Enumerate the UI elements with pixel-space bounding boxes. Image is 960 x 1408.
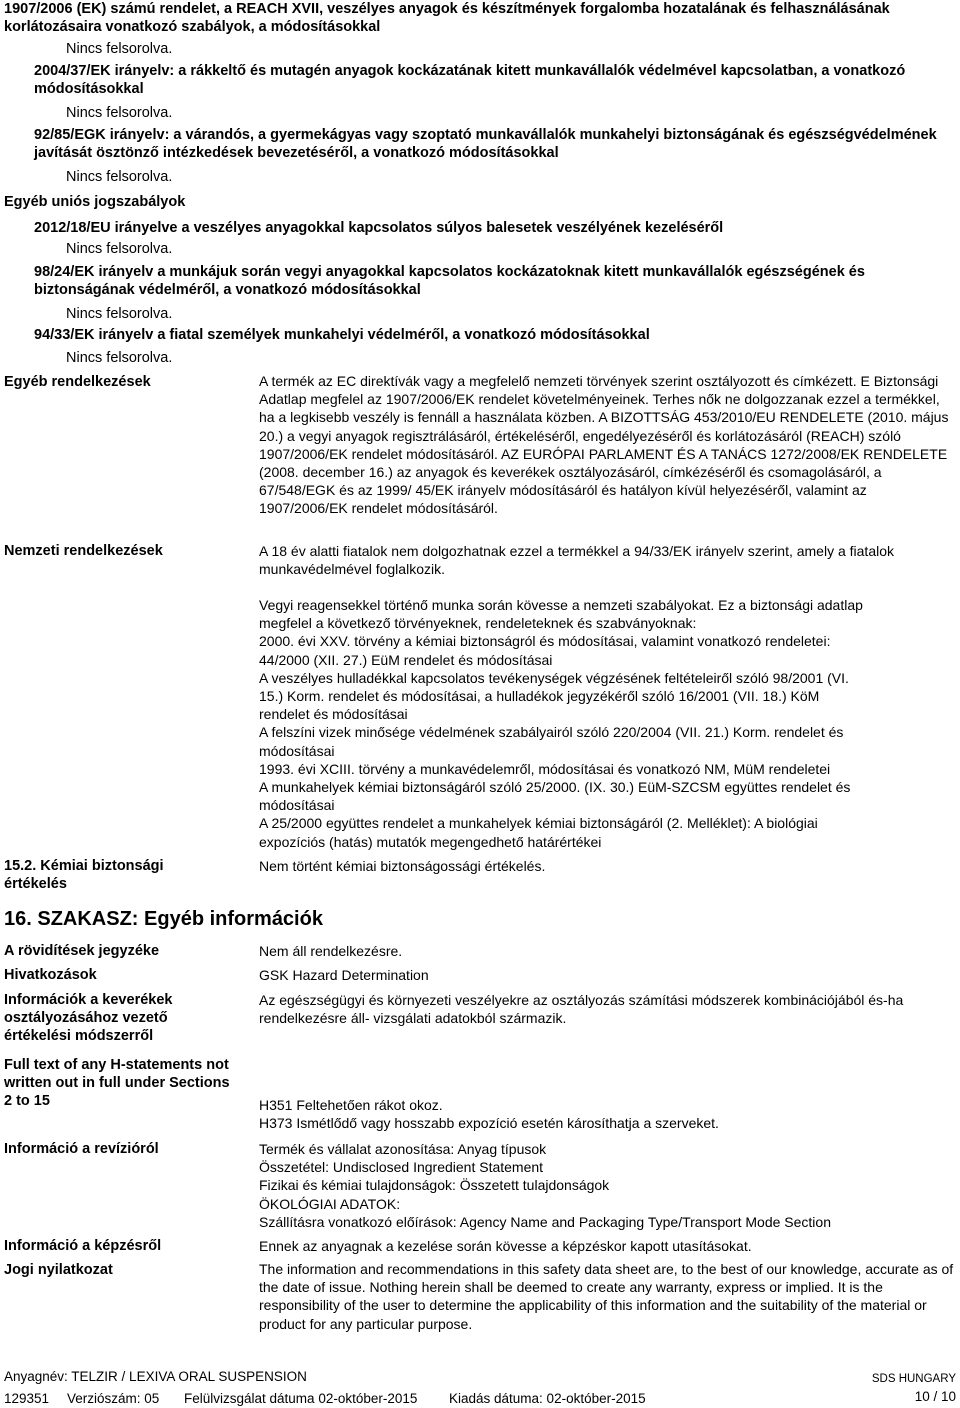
national-line: A felszíni vizek minősége védelmének szabályairól szóló 220/2004 (VII. 21.) Korm. rendelet és: [259, 724, 844, 741]
national-line: A veszélyes hulladékkal kapcsolatos tevékenységek végzésének feltételeiről szóló 98/2001 (VI.: [259, 669, 849, 686]
footer-country: SDS HUNGARY: [871, 1373, 956, 1385]
revision-line: Összetétel: Undisclosed Ingredient Statement: [259, 1159, 544, 1176]
other-provisions-text: A termék az EC direktívák vagy a megfelelő nemzeti törvények szerint osztályozott és címkézett. E Biztonsági Adatlap megfelel az 1907/2006/EK rendelet követelményeinek. Terhes nők ne dolgozzanak ezzel a termékkel, ha a legkisebb veszély is fennáll a használata közben. A BIZOTTSÁG 453/2010/EU RENDELETE (2010. május 20.) a vegyi anyagok regisztrálásáról, értékeléséről, engedélyezéséről és korlátozásáról (REACH) szóló 1907/2006/EK rendelet módosításáról. AZ EURÓPAI PARLAMENT ÉS A TANÁCS 1272/2008/EK RENDELETE (2008. december 16.) az anyagok és keverékek osztályozásáról, címkézéséről és csomagolásáról, a 67/548/EGK és az 1999/ 45/EK irányelv módosításáról és hatályon kívül helyezéséről, valamint az 1907/2006/EK rendelet módosításáról.: [259, 373, 949, 517]
revision-line: Szállításra vonatkozó előírások: Agency Name and Packaging Type/Transport Mode Section: [259, 1213, 831, 1230]
training-value: Ennek az anyagnak a kezelése során kövesse a képzéskor kapott utasításokat.: [259, 1238, 752, 1254]
h-statement: H351 Feltehetően rákot okoz.: [259, 1097, 443, 1113]
directive-92-85-value: Nincs felsorolva.: [66, 169, 173, 185]
training-label: Információ a képzésről: [4, 1238, 162, 1254]
directive-98-24-value: Nincs felsorolva.: [66, 306, 173, 322]
footer-issue-date: Kiadás dátuma: 02-október-2015: [449, 1391, 646, 1406]
national-provisions-label: Nemzeti rendelkezések: [4, 543, 163, 559]
national-provisions-text: A 18 év alatti fiatalok nem dolgozhatnak ezzel a termékkel a 94/33/EK irányelv szerint, amely a fiatalok munkavédelmével foglalkozik.: [259, 543, 895, 578]
revision-list: [259, 1140, 954, 1231]
footer-doc-id: 129351: [4, 1391, 50, 1406]
revision-label: Információ a revízióról: [4, 1141, 159, 1157]
legal-disclaimer-label: Jogi nyilatkozat: [4, 1262, 113, 1278]
national-line: megfelel a következő törvényeknek, rendeleteknek és szabványoknak:: [259, 615, 697, 632]
classification-method-label: Információk a keverékek osztályozásához vezető értékelési módszerről: [4, 992, 173, 1044]
national-line: 44/2000 (XII. 27.) EüM rendelet és módosításai: [259, 651, 553, 668]
h-statements-list: [259, 1096, 954, 1132]
classification-method-value: Az egészségügyi és környezeti veszélyekre az osztályozás számítási módszerek kombinációjából és-ha rendelkezésre áll- vizsgálati adatokból származik.: [259, 992, 904, 1027]
directive-2012-18-title: 2012/18/EU irányelve a veszélyes anyagokkal kapcsolatos súlyos balesetek veszélyének kezeléséről: [34, 220, 724, 236]
footer-product-name: Anyagnév: TELZIR / LEXIVA ORAL SUSPENSION: [4, 1369, 307, 1384]
national-line: A munkahelyek kémiai biztonságáról szóló 25/2000. (IX. 30.) EüM-SZCSM együttes rendelet és: [259, 779, 851, 796]
references-label: Hivatkozások: [4, 967, 97, 983]
other-provisions-label: Egyéb rendelkezések: [4, 374, 151, 390]
national-line: 15.) Korm. rendelet és módosításai, a hulladékok jegyzékéről szóló 16/2001 (VII. 18.) KöM: [259, 688, 820, 705]
chem-safety-text: Nem történt kémiai biztonságossági értékelés.: [259, 858, 546, 874]
national-line: 2000. évi XXV. törvény a kémiai biztonságról és módosításai, valamint vonatkozó rendeletei:: [259, 633, 831, 650]
revision-line: ÖKOLÓGIAI ADATOK:: [259, 1195, 401, 1212]
directive-98-24-title: 98/24/EK irányelv a munkájuk során vegyi anyagokkal kapcsolatos kockázatoknak kitett munkavállalók egészségének és biztonságának védelméről, a vonatkozó módosításokkal: [34, 264, 865, 298]
footer-revision-date: Felülvizsgálat dátuma 02-október-2015: [184, 1391, 418, 1406]
national-line: A 25/2000 együttes rendelet a munkahelyek kémiai biztonságáról (2. Melléklet): A biológiai: [259, 815, 818, 832]
directive-2004-37-title: 2004/37/EK irányelv: a rákkeltő és mutagén anyagok kockázatának kitett munkavállalók védelmével kapcsolatban, a vonatkozó módosításokkal: [34, 63, 906, 97]
national-line: 1993. évi XCIII. törvény a munkavédelemről, módosításai és vonatkozó NM, MüM rendeletei: [259, 760, 831, 777]
chem-safety-label: 15.2. Kémiai biztonsági értékelés: [4, 858, 164, 892]
directive-94-33-title: 94/33/EK irányelv a fiatal személyek munkahelyi védelméről, a vonatkozó módosításokkal: [34, 327, 650, 343]
directive-94-33-value: Nincs felsorolva.: [66, 350, 173, 366]
reach-annex-xvii-value: Nincs felsorolva.: [66, 41, 173, 57]
reach-annex-xvii-title: 1907/2006 (EK) számú rendelet, a REACH XVII, veszélyes anyagok és készítmények forgalomba hozatalának és felhasználásának korlátozásaira vonatkozó szabályok, a módosításokkal: [4, 1, 890, 35]
national-regulations-list: [259, 596, 954, 851]
national-line: Vegyi reagensekkel történő munka során kövesse a nemzeti szabályokat. Ez a biztonsági adatlap: [259, 597, 863, 613]
revision-line: Fizikai és kémiai tulajdonságok: Összetett tulajdonságok: [259, 1177, 610, 1194]
national-line: expozíciós (hatás) mutatók megengedhető határértékei: [259, 833, 602, 850]
legal-disclaimer-text: The information and recommendations in this safety data sheet are, to the best of our knowledge, accurate as of the date of issue. Nothing herein shall be deemed to create any warranty, express or implied. It is the responsibility of the user to determine the applicability of this information and the suitability of the material or product for any particular purpose.: [259, 1261, 954, 1332]
section-16-title: 16. SZAKASZ: Egyéb információk: [4, 908, 323, 930]
h-statements-label: Full text of any H-statements not written out in full under Sections 2 to 15: [4, 1057, 230, 1109]
national-line: módosításai: [259, 742, 335, 759]
national-line: rendelet és módosításai: [259, 706, 408, 723]
h-statement: H373 Ismétlődő vagy hosszabb expozíció esetén károsíthatja a szerveket.: [259, 1115, 719, 1132]
national-line: módosításai: [259, 797, 335, 814]
abbreviations-value: Nem áll rendelkezésre.: [259, 943, 403, 959]
revision-line: Termék és vállalat azonosítása: Anyag típusok: [259, 1141, 547, 1157]
abbreviations-label: A rövidítések jegyzéke: [4, 943, 160, 959]
directive-2004-37-value: Nincs felsorolva.: [66, 105, 173, 121]
directive-92-85-title: 92/85/EGK irányelv: a várandós, a gyermekágyas vagy szoptató munkavállalók munkahelyi biztonságának és egészségvédelmének javítását ösztönző intézkedések bevezetéséről, a vonatkozó módosításokkal: [34, 127, 937, 161]
footer-version: Verziószám: 05: [67, 1391, 160, 1406]
footer-page-number: 10 / 10: [914, 1389, 956, 1404]
directive-2012-18-value: Nincs felsorolva.: [66, 241, 173, 257]
references-value: GSK Hazard Determination: [259, 967, 429, 983]
other-eu-heading: Egyéb uniós jogszabályok: [4, 194, 186, 210]
